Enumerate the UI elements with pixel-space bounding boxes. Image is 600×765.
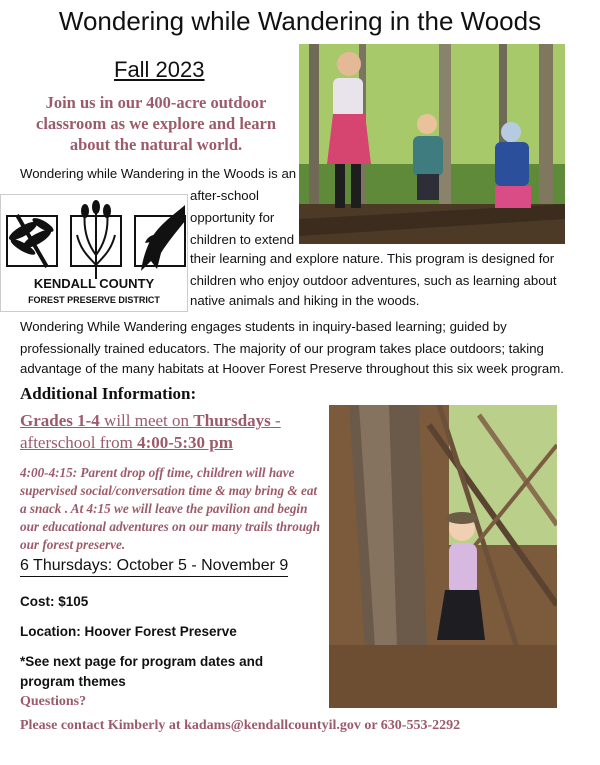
- child-tree-shelter-photo: [329, 405, 557, 708]
- schedule-note: 4:00-4:15: Parent drop off time, children will have supervised social/conversation time & may bring & eat a snack . At 4:15 we will leave the pavilion and begin our educational adventures on our many trails through our forest preserve.: [20, 465, 321, 552]
- cost: Cost: $105: [20, 594, 89, 609]
- questions-heading: Questions?: [20, 694, 87, 709]
- plant-icon: [77, 201, 115, 279]
- intro-text: Join us in our 400-acre outdoor classroom as we explore and learn about the natural world.: [36, 93, 276, 154]
- children-forest-photo: [299, 44, 565, 244]
- page-title: Wondering while Wandering in the Woods: [58, 6, 542, 36]
- grades-time: 4:00-5:30 pm: [137, 433, 233, 452]
- dragonfly-icon: [7, 215, 56, 267]
- additional-info-heading: Additional Information:: [20, 384, 197, 403]
- description-line: Wondering while Wandering in the Woods is an: [20, 166, 297, 181]
- description-line: after-school: [190, 188, 259, 203]
- grades-text: - afterschool from: [20, 411, 281, 452]
- description-line: children to extend: [190, 232, 295, 247]
- hawk-icon: [141, 205, 185, 271]
- logo-name-line1: KENDALL COUNTY: [33, 276, 155, 291]
- engagement-line: professionally trained educators. The majority of our program takes place outdoors; taking: [20, 341, 544, 356]
- description-line: opportunity for: [190, 210, 275, 225]
- description-line: children who enjoy outdoor adventures, such as learning about: [190, 273, 557, 288]
- grades-line: [20, 410, 320, 454]
- description-line: their learning and explore nature. This program is designed for: [190, 251, 555, 266]
- logo-graphic: [1, 195, 187, 311]
- engagement-line: advantage of the many habitats at Hoover Forest Preserve throughout this six week program.: [20, 361, 564, 376]
- logo-name-line2: FOREST PRESERVE DISTRICT: [28, 295, 160, 305]
- grades-label: Grades 1-4: [20, 411, 100, 430]
- program-dates: 6 Thursdays: October 5 - November 9: [20, 556, 288, 577]
- description-line: native animals and hiking in the woods.: [190, 293, 420, 308]
- season-heading: Fall 2023: [114, 57, 205, 82]
- kendall-county-logo: [0, 194, 188, 312]
- see-next-page-note: *See next page for program dates and program themes: [20, 654, 264, 689]
- contact-info: Please contact Kimberly at kadams@kendallcountyil.gov or 630-553-2292: [20, 718, 461, 733]
- grades-day: Thursdays: [193, 411, 271, 430]
- location: Location: Hoover Forest Preserve: [20, 624, 237, 639]
- engagement-line: Wondering While Wandering engages students in inquiry-based learning; guided by: [20, 319, 507, 334]
- grades-text: will meet on: [99, 411, 194, 430]
